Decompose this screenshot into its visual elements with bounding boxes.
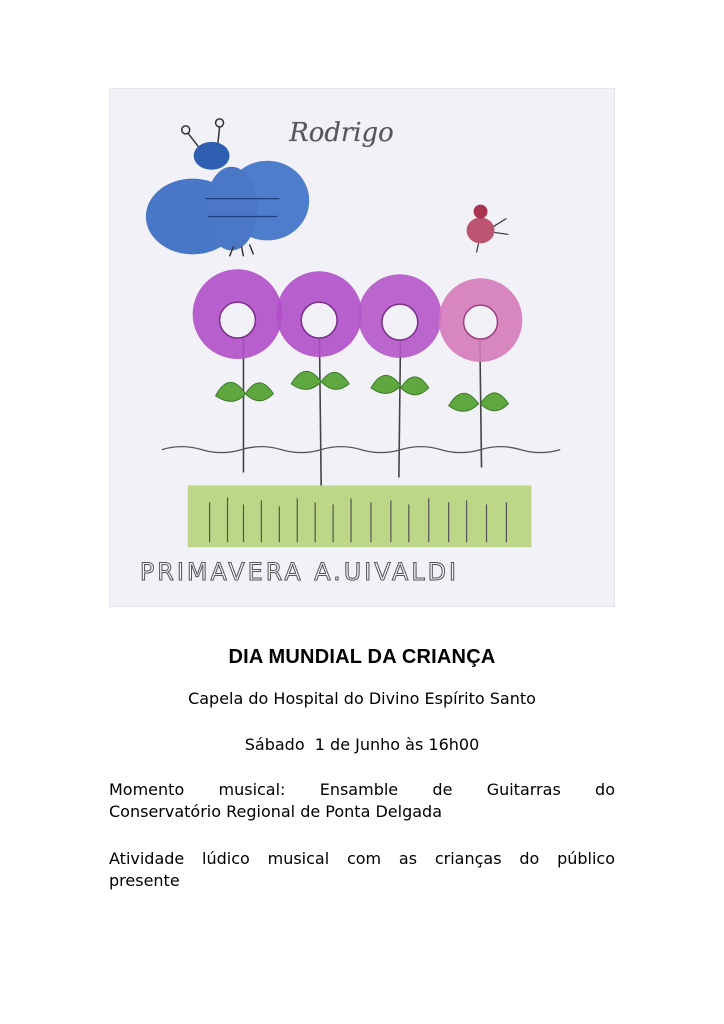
music-line-2: Conservatório Regional de Ponta Delgada bbox=[109, 802, 442, 821]
activity-paragraph bbox=[109, 848, 615, 892]
grass-drawing bbox=[188, 485, 532, 547]
activity-line-2: presente bbox=[109, 871, 180, 890]
music-paragraph bbox=[109, 779, 615, 823]
event-venue: Capela do Hospital do Divino Espírito Santo bbox=[188, 689, 536, 708]
activity-line-1: Atividade lúdico musical com as crianças do público bbox=[109, 849, 615, 868]
music-line-1: Momento musical: Ensamble de Guitarras do bbox=[109, 780, 615, 799]
child-drawing bbox=[109, 88, 615, 607]
event-date: Sábado 1 de Junho às 16h00 bbox=[244, 735, 480, 754]
drawing-caption: PRIMAVERA A.UIVALDI bbox=[139, 558, 460, 587]
bee-drawing bbox=[146, 119, 309, 256]
bird-drawing bbox=[467, 205, 509, 253]
event-title: DIA MUNDIAL DA CRIANÇA bbox=[228, 646, 496, 668]
drawing-illustration bbox=[110, 89, 614, 606]
flowers-drawing bbox=[193, 269, 523, 362]
drawing-signature: Rodrigo bbox=[289, 117, 394, 148]
